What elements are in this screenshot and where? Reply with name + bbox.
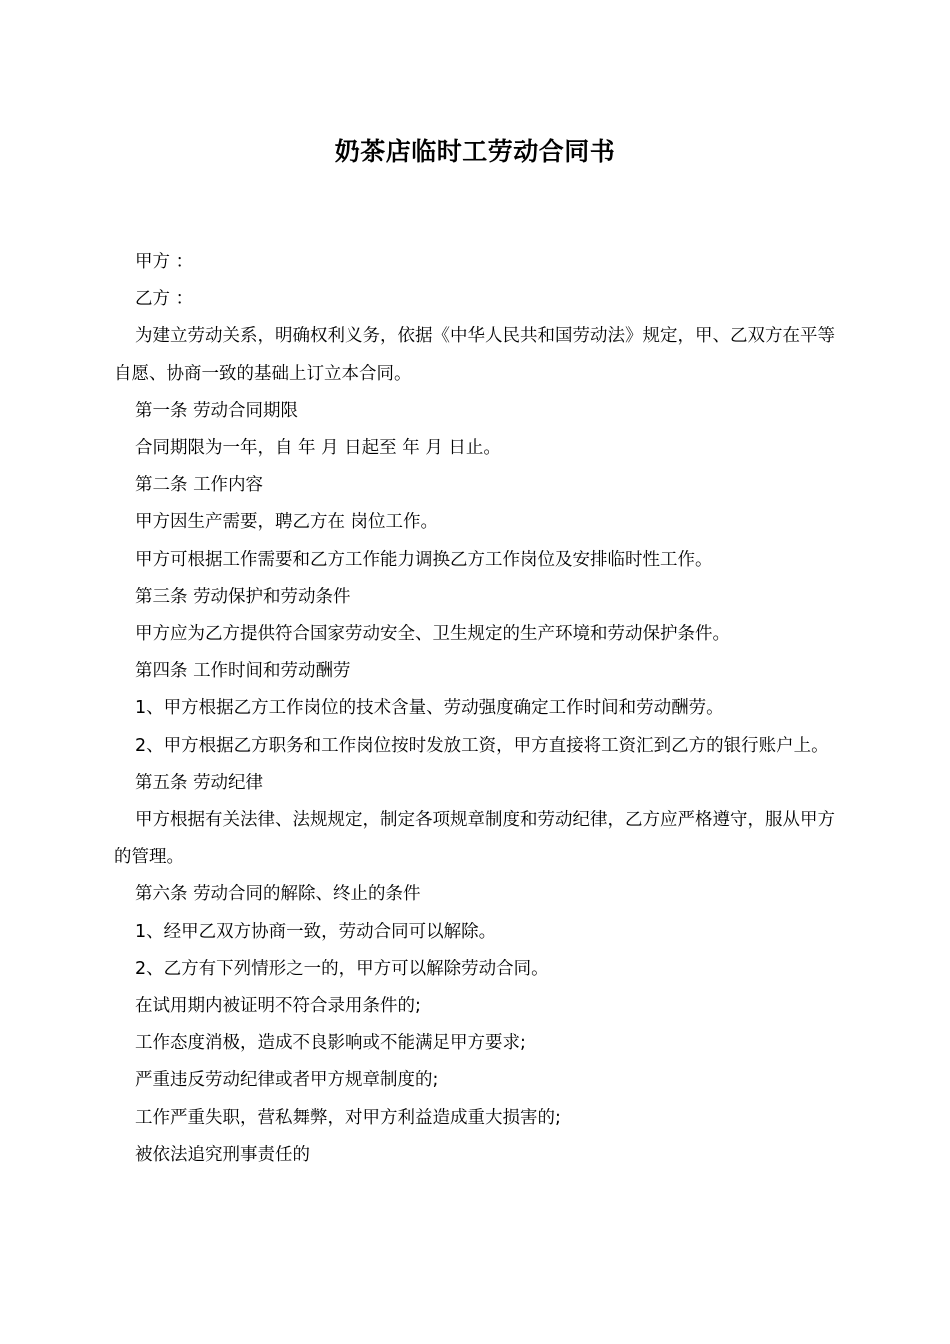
termination-case-3: 严重违反劳动纪律或者甲方规章制度的; bbox=[135, 1070, 439, 1091]
article-4-item-2: 2、甲方根据乙方职务和工作岗位按时发放工资，甲方直接将工资汇到乙方的银行账户上。 bbox=[135, 735, 829, 756]
document-body bbox=[114, 244, 838, 1174]
article-2-position: 甲方因生产需要，聘乙方在 岗位工作。 bbox=[135, 512, 439, 533]
article-6-item-1: 1、经甲乙双方协商一致，劳动合同可以解除。 bbox=[135, 921, 497, 942]
document-title: 奶茶店临时工劳动合同书 bbox=[334, 137, 616, 166]
party-b-line: 乙方 ： bbox=[135, 289, 194, 310]
preamble-paragraph: 为建立劳动关系，明确权利义务，依据《中华人民共和国劳动法》规定，甲、乙双方在平等自愿、协商一致的基础上订立本合同。 bbox=[114, 326, 835, 384]
termination-case-2: 工作态度消极，造成不良影响或不能满足甲方要求; bbox=[135, 1033, 526, 1054]
article-2-heading: 第二条 工作内容 bbox=[135, 475, 264, 496]
article-4-item-1: 1、甲方根据乙方工作岗位的技术含量、劳动强度确定工作时间和劳动酬劳。 bbox=[135, 698, 724, 719]
article-3-conditions: 甲方应为乙方提供符合国家劳动安全、卫生规定的生产环境和劳动保护条件。 bbox=[135, 624, 730, 645]
article-3-heading: 第三条 劳动保护和劳动条件 bbox=[135, 586, 351, 607]
article-2-reassignment: 甲方可根据工作需要和乙方工作能力调换乙方工作岗位及安排临时性工作。 bbox=[135, 549, 713, 570]
article-1-term: 合同期限为一年，自 年 月 日起至 年 月 日止。 bbox=[135, 438, 501, 459]
termination-case-5: 被依法追究刑事责任的 bbox=[135, 1144, 310, 1165]
article-5-heading: 第五条 劳动纪律 bbox=[135, 772, 264, 793]
article-5-discipline: 甲方根据有关法律、法规规定，制定各项规章制度和劳动纪律，乙方应严格遵守，服从甲方的管理。 bbox=[114, 810, 835, 868]
article-4-heading: 第四条 工作时间和劳动酬劳 bbox=[135, 661, 351, 682]
termination-case-1: 在试用期内被证明不符合录用条件的; bbox=[135, 996, 421, 1017]
article-6-heading: 第六条 劳动合同的解除、终止的条件 bbox=[135, 884, 421, 905]
termination-case-4: 工作严重失职，营私舞弊，对甲方利益造成重大损害的; bbox=[135, 1107, 561, 1128]
article-6-item-2: 2、乙方有下列情形之一的，甲方可以解除劳动合同。 bbox=[135, 958, 549, 979]
article-1-heading: 第一条 劳动合同期限 bbox=[135, 400, 299, 421]
party-a-line: 甲方 ： bbox=[135, 252, 194, 272]
